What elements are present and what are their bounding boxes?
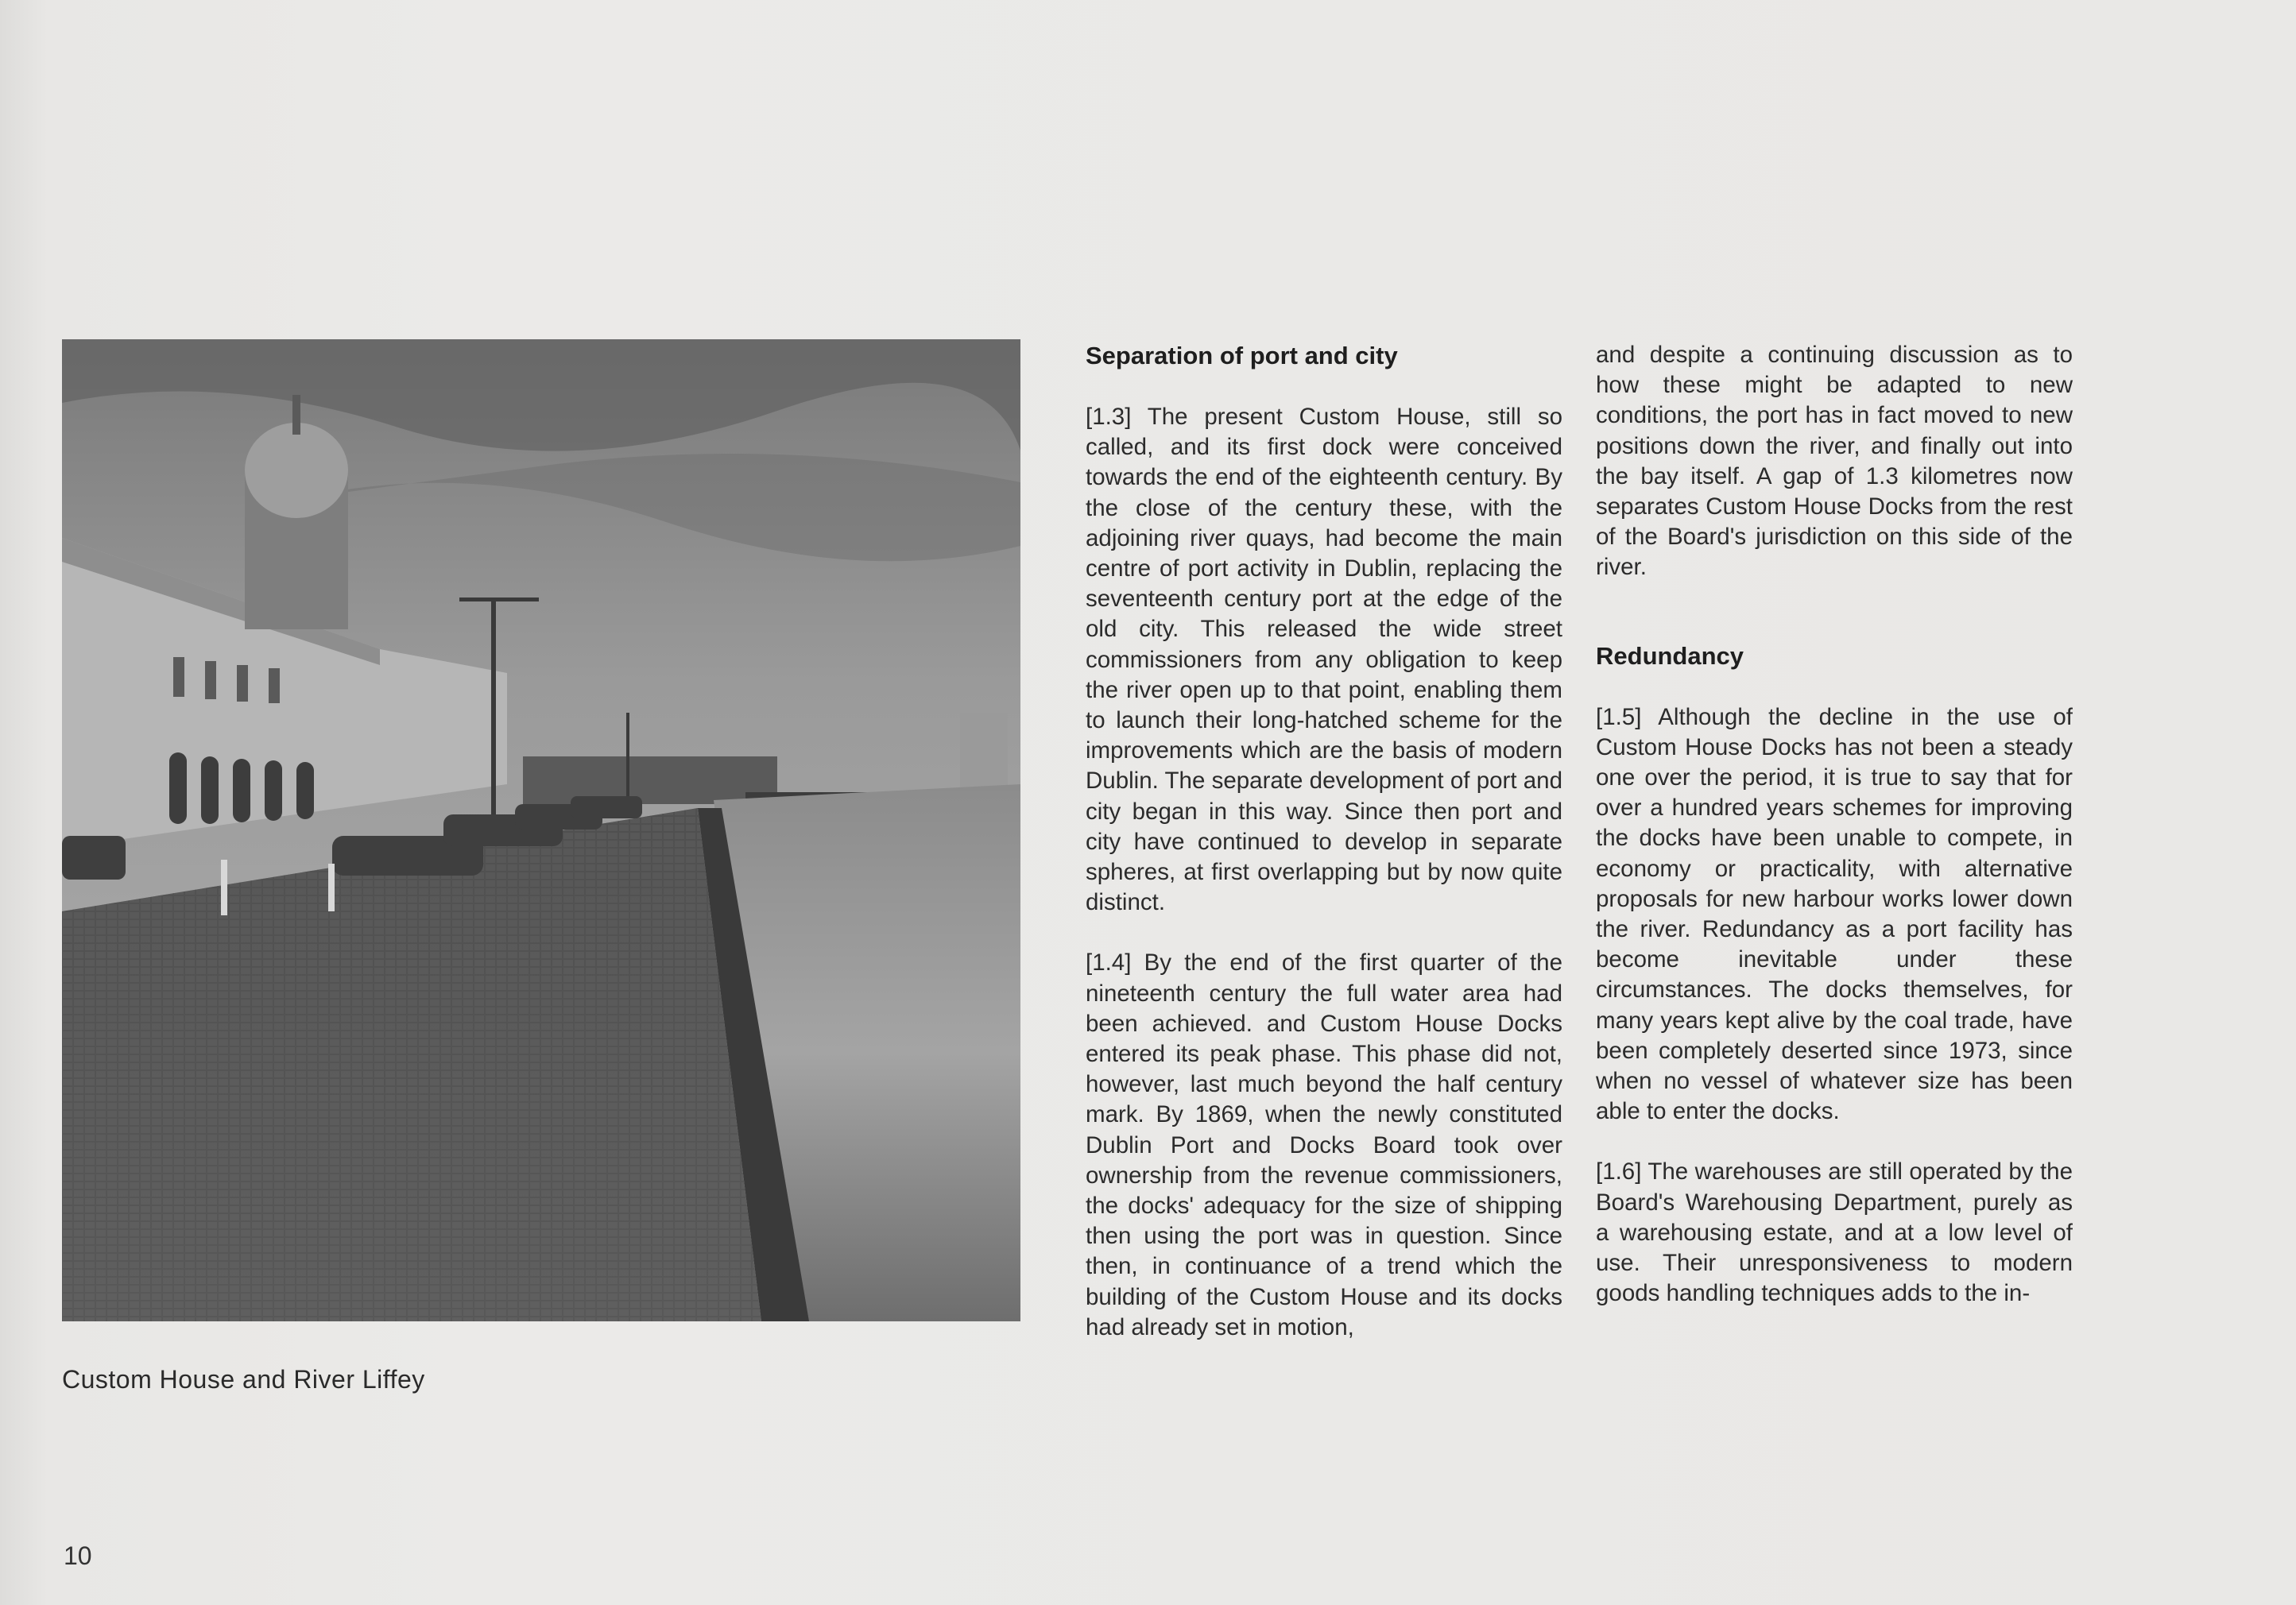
page-number: 10 bbox=[64, 1541, 92, 1570]
paragraph-1-6: [1.6] The warehouses are still operated by the Board's Warehousing Department, purely as a warehousing estate, and at a low level of use. Their unresponsiveness to modern goods handling techniques adds to the in- bbox=[1596, 1158, 2073, 1307]
text-column-right bbox=[1596, 340, 2073, 1309]
text-column-left bbox=[1086, 340, 1562, 1343]
section-heading-redundancy: Redundancy bbox=[1596, 641, 1744, 670]
section-heading-separation: Separation of port and city bbox=[1086, 342, 1398, 369]
paragraph-1-4: [1.4] By the end of the first quarter of the nineteenth century the full water area had been achieved. and Custom House Docks entered its peak phase. This phase did not, however, last much beyond the half century mark. By 1869, when the newly constituted Dublin Port and Docks Board took over ownership from the revenue commissioners, the docks' adequacy for the size of shipping then using the port was in question. Since then, in continuance of a trend which the building of the Custom House and its docks had already set in motion, bbox=[1086, 949, 1562, 1340]
paragraph-1-5: [1.5] Although the decline in the use of Custom House Docks has not been a steady one over the period, it is true to say that for over a hundred years schemes for improving the docks have been unable to compete, in economy or practicality, with alternative proposals for new harbour works lower down the river. Redundancy as a port facility has become inevitable under these circumstances. The docks themselves, for many years kept alive by the coal trade, have been completely deserted since 1973, since when no vessel of whatever size has been able to enter the docks. bbox=[1596, 703, 2073, 1125]
paragraph-continuation: and despite a continuing discussion as to how these might be adapted to new conditions, the port has in fact moved to new positions down the river, and finally out into the bay itself. A gap of 1.3 kilometres now separates Custom House Docks from the rest of the Board's jurisdiction on this side of the river. bbox=[1596, 342, 2073, 581]
paragraph-1-3: [1.3] The present Custom House, still so called, and its first dock were conceived towards the end of the eighteenth century. By the close of the century these, with the adjoining river quays, had become the main centre of port activity in Dublin, replacing the seventeenth century port at the edge of the old city. This released the wide street commissioners from any obligation to keep the river open up to that point, enabling them to launch their long-hatched scheme for the improvements which are the basis of modern Dublin. The separate development of port and city began in this way. Since then port and city have continued to develop in separate spheres, at first overlapping but by now quite distinct. bbox=[1086, 404, 1562, 916]
custom-house-photo bbox=[62, 339, 1020, 1321]
photo-illustration bbox=[62, 339, 1020, 1321]
photo-caption: Custom House and River Liffey bbox=[62, 1365, 425, 1394]
